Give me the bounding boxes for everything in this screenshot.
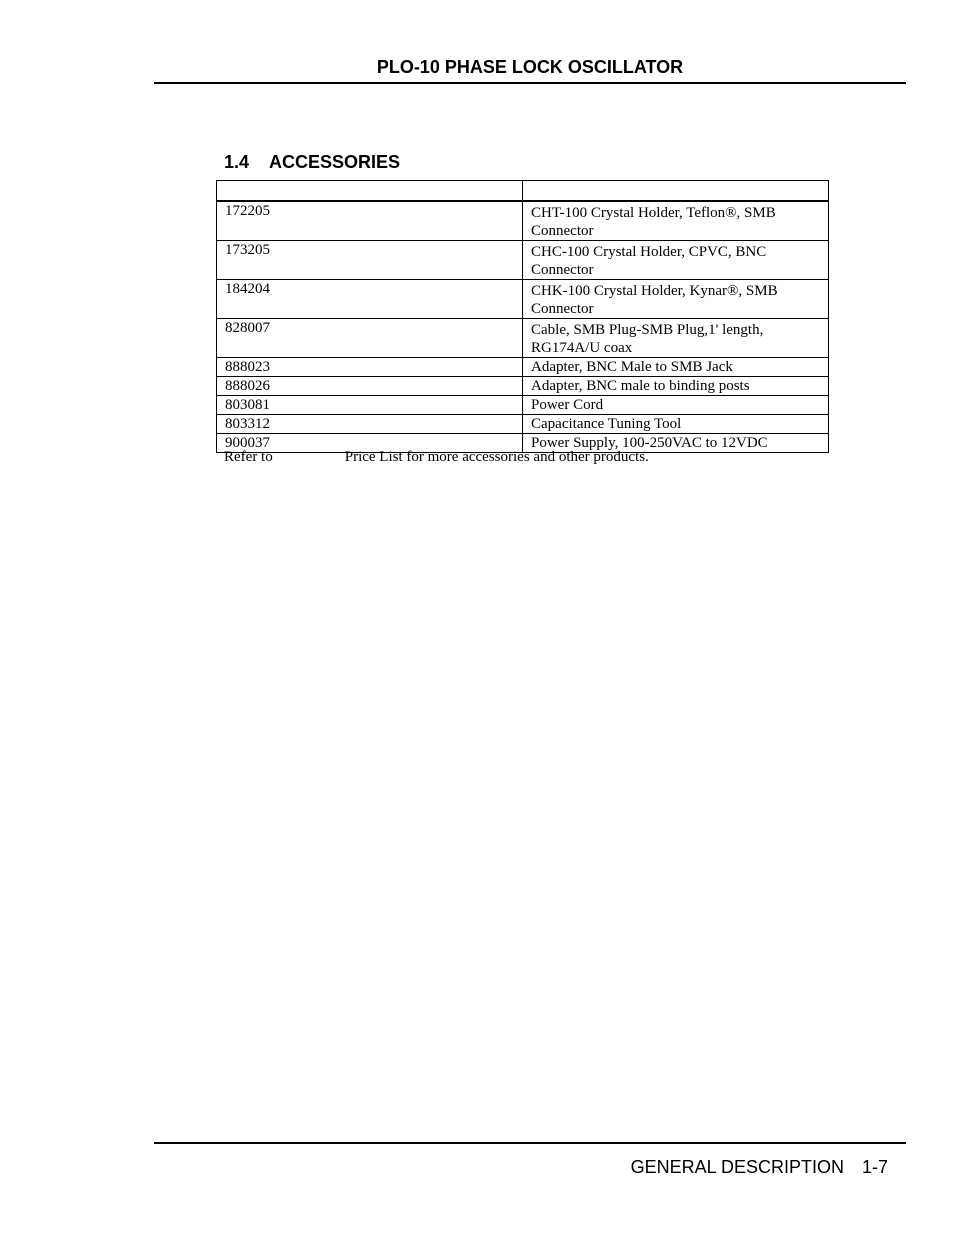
footer-rule xyxy=(154,1142,906,1144)
table-header-description xyxy=(523,181,829,202)
part-number-cell: 828007 xyxy=(217,319,523,358)
description-cell: CHT-100 Crystal Holder, Teflon®, SMB Connector xyxy=(523,201,829,241)
section-number: 1.4 xyxy=(224,152,250,172)
part-number-cell: 172205 xyxy=(217,201,523,241)
table-row xyxy=(217,280,829,319)
part-number-cell: 803081 xyxy=(217,396,523,415)
part-number-cell: 184204 xyxy=(217,280,523,319)
description-cell: Cable, SMB Plug-SMB Plug,1' length, RG174A/U coax xyxy=(523,319,829,358)
description-cell: Power Supply, 100-250VAC to 12VDC xyxy=(523,434,829,453)
accessories-note xyxy=(224,448,649,466)
header-rule xyxy=(154,82,906,84)
table-row xyxy=(217,319,829,358)
footer-section-title: GENERAL DESCRIPTION xyxy=(630,1157,844,1177)
part-number-cell: 900037 xyxy=(217,434,523,453)
note-lead: Refer to xyxy=(224,449,273,465)
table-row xyxy=(217,415,829,434)
description-cell: Adapter, BNC male to binding posts xyxy=(523,377,829,396)
part-number-cell: 173205 xyxy=(217,241,523,280)
description-cell: Power Cord xyxy=(523,396,829,415)
table-header-part xyxy=(217,181,523,202)
page-header-title: PLO-10 PHASE LOCK OSCILLATOR xyxy=(376,57,684,77)
table-row xyxy=(217,396,829,415)
section-heading xyxy=(224,151,400,173)
description-cell: CHK-100 Crystal Holder, Kynar®, SMB Connector xyxy=(523,280,829,319)
page-number: 1-7 xyxy=(861,1157,888,1177)
table-row xyxy=(217,358,829,377)
description-cell: Adapter, BNC Male to SMB Jack xyxy=(523,358,829,377)
note-text: Price List for more accessories and other products. xyxy=(344,449,649,465)
description-cell: CHC-100 Crystal Holder, CPVC, BNC Connector xyxy=(523,241,829,280)
description-cell: Capacitance Tuning Tool xyxy=(523,415,829,434)
table-row xyxy=(217,377,829,396)
table-row xyxy=(217,241,829,280)
part-number-cell: 888023 xyxy=(217,358,523,377)
accessories-table xyxy=(216,180,829,453)
table-row xyxy=(217,201,829,241)
part-number-cell: 803312 xyxy=(217,415,523,434)
page-footer xyxy=(631,1156,888,1178)
section-title: ACCESSORIES xyxy=(269,152,401,172)
table-header-row xyxy=(217,181,829,202)
part-number-cell: 888026 xyxy=(217,377,523,396)
